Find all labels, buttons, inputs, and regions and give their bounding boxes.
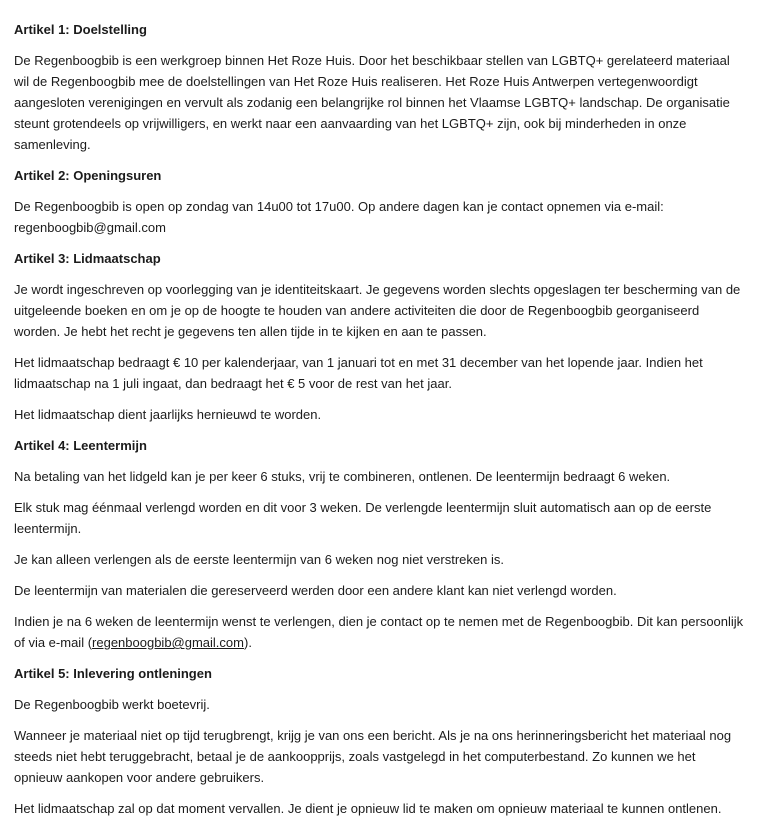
email-link[interactable]: regenboogbib@gmail.com	[92, 635, 244, 650]
article-3-paragraph-2: Het lidmaatschap bedraagt € 10 per kalenderjaar, van 1 januari tot en met 31 december van het lopende jaar. Indien het lidmaatschap na 1 juli ingaat, dan bedraagt het € 5 voor de rest van het jaar.	[14, 355, 703, 391]
article-4-paragraph-1: Na betaling van het lidgeld kan je per keer 6 stuks, vrij te combineren, ontlenen. De leentermijn bedraagt 6 weken.	[14, 469, 671, 484]
article-3-heading: Artikel 3: Lidmaatschap	[14, 251, 161, 266]
article-4-paragraph-2: Elk stuk mag éénmaal verlengd worden en dit voor 3 weken. De verlengde leentermijn sluit automatisch aan op de eerste leentermijn.	[14, 500, 712, 536]
article-4-paragraph-3: Je kan alleen verlengen als de eerste leentermijn van 6 weken nog niet verstreken is.	[14, 552, 504, 567]
article-4-paragraph-4: De leentermijn van materialen die gereserveerd werden door een andere klant kan niet verlengd worden.	[14, 583, 617, 598]
paragraph-text-before-link: Indien je na 6 weken de leentermijn wenst te verlengen, dien je contact op te nemen met de Regenboogbib. Dit kan persoonlijk of via e-mail (	[14, 614, 744, 650]
article-2-paragraph-1: De Regenboogbib is open op zondag van 14u00 tot 17u00. Op andere dagen kan je contact opnemen via e-mail: regenboogbib@gmail.com	[14, 199, 664, 235]
article-4-heading: Artikel 4: Leentermijn	[14, 438, 147, 453]
article-1-paragraph-1: De Regenboogbib is een werkgroep binnen Het Roze Huis. Door het beschikbaar stellen van LGBTQ+ gerelateerd materiaal wil de Regenboogbib mee de doelstellingen van Het Roze Huis realiseren. Het Roze Huis Antwerpen vertegenwoordigt aangesloten verenigingen en vervult als zodanig een belangrijke rol binnen het Vlaamse LGBTQ+ landschap. De organisatie steunt grotendeels op vrijwilligers, en werkt naar een aanvaarding van het LGBTQ+ zijn, ook bij minderheden in onze samenleving.	[14, 53, 730, 152]
article-1-heading: Artikel 1: Doelstelling	[14, 22, 147, 37]
article-5-paragraph-2: Wanneer je materiaal niet op tijd terugbrengt, krijg je van ons een bericht. Als je na ons herinneringsbericht het materiaal nog steeds niet hebt teruggebracht, betaal je de aankoopprijs, zoals vastgelegd in het computerbestand. Zo kunnen we het opnieuw aankopen voor andere gebruikers.	[14, 728, 732, 785]
article-5-paragraph-3: Het lidmaatschap zal op dat moment vervallen. Je dient je opnieuw lid te maken om opnieuw materiaal te kunnen ontlenen.	[14, 801, 722, 816]
article-5-paragraph-1: De Regenboogbib werkt boetevrij.	[14, 697, 210, 712]
article-4-paragraph-5	[14, 611, 746, 653]
article-5-heading: Artikel 5: Inlevering ontleningen	[14, 666, 212, 681]
article-3-paragraph-1: Je wordt ingeschreven op voorlegging van je identiteitskaart. Je gegevens worden slechts opgeslagen ter bescherming van de uitgeleende boeken en om je op de hoogte te houden van andere activiteiten die door de Regenboogbib georganiseerd worden. Je hebt het recht je gegevens ten allen tijde in te kijken en aan te passen.	[14, 282, 741, 339]
article-2-heading: Artikel 2: Openingsuren	[14, 168, 162, 183]
article-3-paragraph-3: Het lidmaatschap dient jaarlijks hernieuwd te worden.	[14, 407, 322, 422]
paragraph-text-after-link: ).	[243, 635, 252, 650]
